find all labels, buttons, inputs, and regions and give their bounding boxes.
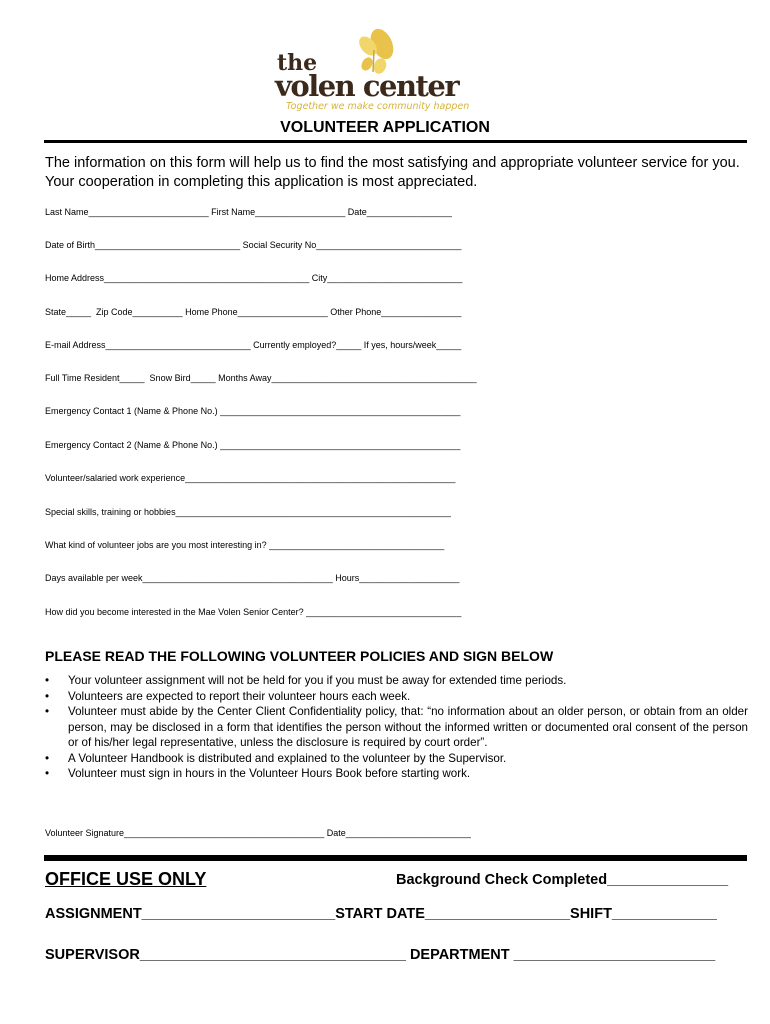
field-emergency-contact-2[interactable]: Emergency Contact 2 (Name & Phone No.) ________________________________________________ [45,440,461,450]
field-emergency-contact-1[interactable]: Emergency Contact 1 (Name & Phone No.) ________________________________________________ [45,406,461,416]
field-address-city[interactable]: Home Address_________________________________________ City___________________________ [45,273,463,283]
field-dob-ssn[interactable]: Date of Birth_____________________________ Social Security No_____________________________ [45,240,462,250]
field-residency[interactable]: Full Time Resident_____ Snow Bird_____ Months Away_________________________________________ [45,373,477,383]
background-check-field[interactable]: Background Check Completed_______________ [396,872,729,888]
form-title: VOLUNTEER APPLICATION [280,119,490,136]
logo-tagline: Together we make community happen [286,101,470,112]
policy-item: • A Volunteer Handbook is distributed and explained to the volunteer by the Supervisor. [45,751,748,767]
logo-word-the: the [277,50,318,76]
policy-item: • Volunteer must abide by the Center Client Confidentiality policy, that: “no information about an older person, or obtain from an older person, may be disclosed in a form that identifies the person without the informed written or documented oral consent of the person or of his/her legal representative, unless the disclosure is required by court order”. [45,704,748,751]
assignment-field[interactable]: ASSIGNMENT________________________START DATE__________________SHIFT_____________ [45,906,717,922]
field-how-interested[interactable]: How did you become interested in the Mae Volen Senior Center? _______________________________ [45,607,462,617]
policy-item: • Your volunteer assignment will not be held for you if you must be away for extended time periods. [45,673,748,689]
field-name-date[interactable]: Last Name________________________ First Name__________________ Date_________________ [45,207,452,217]
field-days-hours[interactable]: Days available per week______________________________________ Hours____________________ [45,573,460,583]
logo-word-volen-center: volen center [275,69,459,103]
field-state-zip-phone[interactable]: State_____ Zip Code__________ Home Phone__________________ Other Phone________________ [45,307,462,317]
volen-center-logo [270,22,522,114]
field-skills[interactable]: Special skills, training or hobbies_______________________________________________________ [45,507,451,517]
office-use-heading: OFFICE USE ONLY [45,869,207,889]
supervisor-field[interactable]: SUPERVISOR_________________________________ DEPARTMENT _________________________ [45,947,716,963]
policies-list [45,673,748,782]
policy-item: • Volunteer must sign in hours in the Volunteer Hours Book before starting work. [45,766,748,782]
intro-text: The information on this form will help us to find the most satisfying and appropriate volunteer service for you. Your cooperation in completing this application is most appreciated. [45,155,740,190]
office-divider [44,855,747,861]
field-job-interest[interactable]: What kind of volunteer jobs are you most interesting in? ___________________________________ [45,540,445,550]
title-divider [44,140,747,143]
field-work-experience[interactable]: Volunteer/salaried work experience______________________________________________________ [45,473,456,483]
signature-line[interactable]: Volunteer Signature________________________________________ Date_________________________ [45,828,471,838]
policies-heading: PLEASE READ THE FOLLOWING VOLUNTEER POLICIES AND SIGN BELOW [45,648,554,664]
field-email-employment[interactable]: E-mail Address_____________________________ Currently employed?_____ If yes, hours/week_____ [45,340,462,350]
policy-item: • Volunteers are expected to report their volunteer hours each week. [45,689,748,705]
